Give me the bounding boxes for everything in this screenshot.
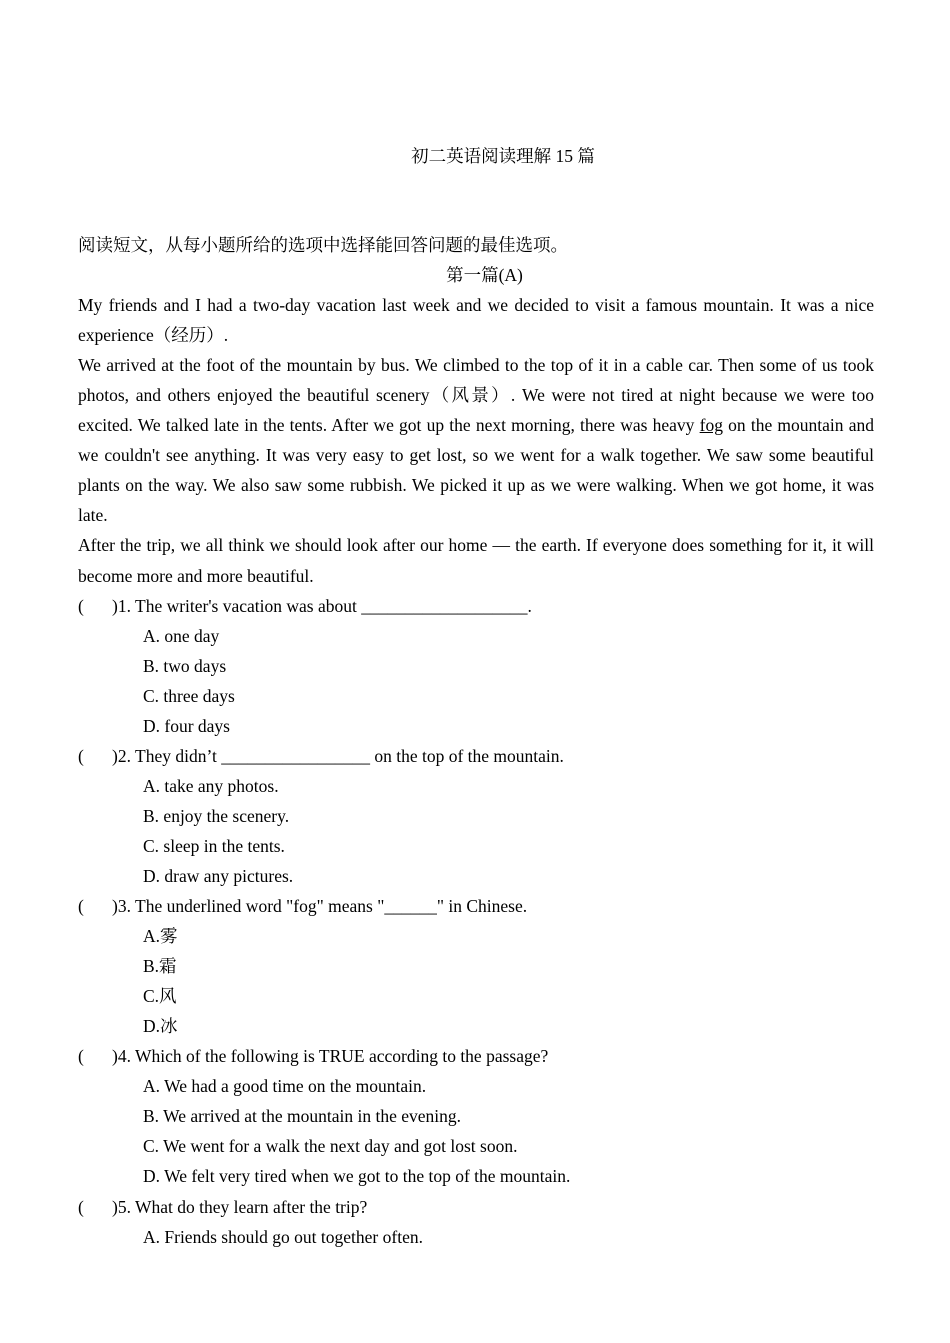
question-stem: )1. The writer's vacation was about ___________________. — [112, 595, 532, 616]
question-2 — [78, 741, 874, 771]
document-body — [78, 230, 874, 1252]
question-4 — [78, 1041, 874, 1071]
option-3c: C.风 — [143, 986, 177, 1007]
option-1b: B. two days — [143, 655, 227, 676]
option-4b: B. We arrived at the mountain in the evening. — [143, 1106, 462, 1127]
option-4a: A. We had a good time on the mountain. — [143, 1076, 427, 1097]
question-5 — [78, 1192, 874, 1222]
passage-paragraph-3: After the trip, we all think we should look after our home — the earth. If everyone does something for it, it will become more and more beautiful. — [78, 535, 874, 586]
option-2c: C. sleep in the tents. — [143, 835, 285, 856]
option-1c: C. three days — [143, 685, 235, 706]
question-stem: )4. Which of the following is TRUE according to the passage? — [112, 1046, 549, 1067]
answer-blank[interactable]: ( — [78, 896, 84, 917]
instructions: 阅读短文，从每小题所给的选项中选择能回答问题的最佳选项。 — [78, 235, 568, 255]
underlined-word-fog: fog — [699, 415, 723, 436]
answer-blank[interactable]: ( — [78, 745, 84, 766]
passage-paragraph-2-start: We arrived at the foot of the mountain by bus. We climbed to the top of it in a cable car. Then some of us took photos, and others enjoyed the beautiful scenery（风景）. We were not tired at night because we were too excited. We talked late in the tents. After we got up the next morning, there was heavy — [78, 355, 874, 436]
question-stem: )2. They didn’t _________________ on the top of the mountain. — [112, 745, 564, 766]
option-3a: A.雾 — [143, 926, 178, 947]
answer-blank[interactable]: ( — [78, 1196, 84, 1217]
answer-blank[interactable]: ( — [78, 595, 84, 616]
option-2a: A. take any photos. — [143, 775, 279, 796]
option-1d: D. four days — [143, 715, 230, 736]
document-title: 初二英语阅读理解 15 篇 — [411, 146, 595, 166]
option-4c: C. We went for a walk the next day and got lost soon. — [143, 1136, 518, 1157]
passage-paragraph-2-end: on the mountain and we couldn't see anything. It was very easy to get lost, so we went for a walk together. We saw some beautiful plants on the way. We also saw some rubbish. We picked it up as we were walking. When we got home, it was late. — [78, 415, 874, 526]
option-3d: D.冰 — [143, 1016, 178, 1037]
option-3b: B.霜 — [143, 956, 177, 977]
option-2d: D. draw any pictures. — [143, 865, 294, 886]
option-4d: D. We felt very tired when we got to the top of the mountain. — [143, 1166, 571, 1187]
question-3 — [78, 891, 874, 921]
question-stem: )3. The underlined word "fog" means "______" in Chinese. — [112, 896, 528, 917]
question-stem: )5. What do they learn after the trip? — [112, 1196, 368, 1217]
option-2b: B. enjoy the scenery. — [143, 805, 290, 826]
passage-paragraph-2 — [78, 350, 874, 530]
section-heading: 第一篇(A) — [446, 265, 523, 286]
option-1a: A. one day — [143, 625, 220, 646]
option-5a: A. Friends should go out together often. — [143, 1226, 423, 1247]
answer-blank[interactable]: ( — [78, 1046, 84, 1067]
passage-paragraph-1: My friends and I had a two-day vacation last week and we decided to visit a famous mountain. It was a nice experience（经历）. — [78, 295, 874, 346]
question-1 — [78, 591, 874, 621]
